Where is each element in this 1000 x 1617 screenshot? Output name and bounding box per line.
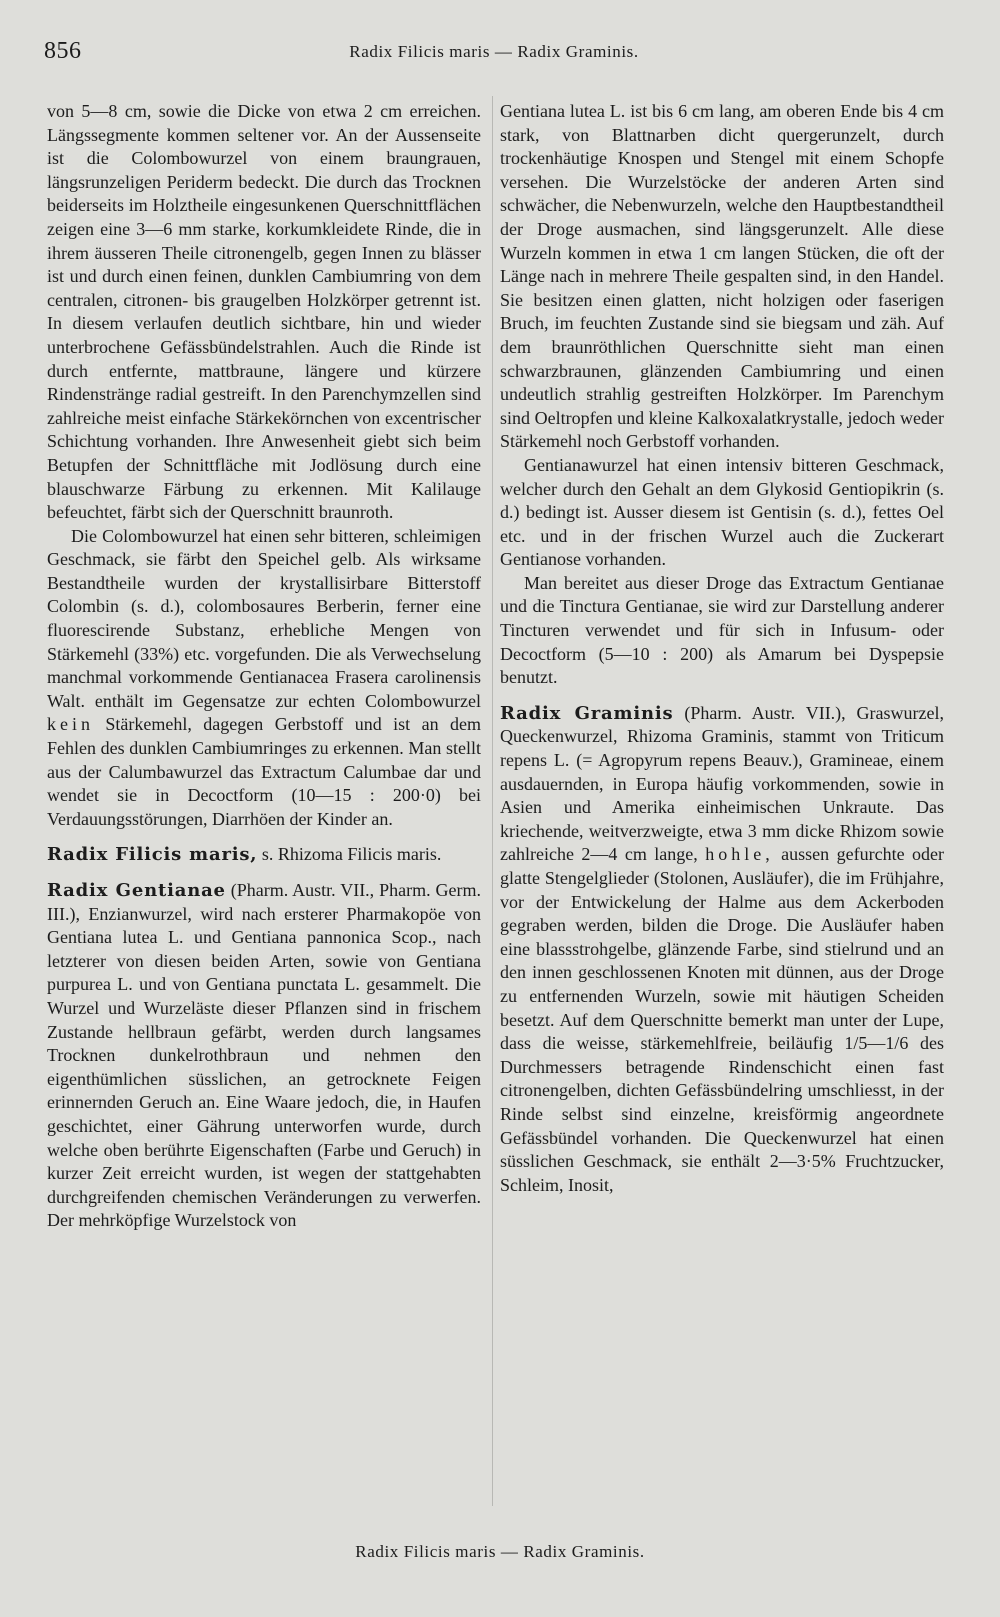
gentiana-description-paragraph: Gentiana lutea L. ist bis 6 cm lang, am oberen Ende bis 4 cm stark, von Blattnarben dicht quergerunzelt, durch trockenhäutige Knospen und Stengel mit einem Schopfe versehen. Die Wurzelstöcke der anderen Arten sind schwächer, die Nebenwurzeln, welche den Hauptbestandtheil der Droge ausmachen, sind längsgerunzelt. Alle diese Wurzeln kommen in etwa 1 cm langen Stücken, die oft der Länge nach in mehrere Theile gespalten sind, in den Handel. Sie besitzen einen glatten, nicht holzigen oder faserigen Bruch, im feuchten Zustande sind sie biegsam und zäh. Auf dem braunröthlichen Querschnitte sieht man einen schwarzbraunen, glänzenden Cambiumring und einen undeutlich strahlig gestreiften Holzkörper. Im Parenchym sind Oeltropfen und kleine Kalkoxalatkrystalle, jedoch weder Stärkemehl noch Gerbstoff vorhanden. — [500, 101, 944, 452]
left-column — [47, 100, 481, 1510]
colombo-constituents-paragraph — [47, 525, 481, 832]
page-footer: Radix Filicis maris — Radix Graminis. — [355, 1542, 645, 1561]
entry-text-graminis: (Pharm. Austr. VII.), Graswurzel, Queckenwurzel, Rhizoma Graminis, stammt von Triticum repens L. (= Agropyrum repens Beauv.), Gramineae, einem ausdauernden, in Europa häufig vorkommenden, sowie in Asien und Amerika einheimischen Unkraute. Das kriechende, weitverzweigte, etwa 3 mm dicke Rhizom sowie zahlreiche 2—4 cm lange, — [500, 702, 944, 865]
gentiana-usage-paragraph: Man bereitet aus dieser Droge das Extractum Gentianae und die Tinctura Gentianae, sie wird zur Darstellung anderer Tincturen verwendet und für sich in Infusum- oder Decoctform (5—10 : 200) als Amarum bei Dyspepsie benutzt. — [500, 572, 944, 688]
entry-heading-filicis: Radix Filicis maris, — [47, 844, 258, 866]
entry-heading-graminis: Radix Graminis — [500, 702, 674, 724]
entry-text-graminis-cont: aussen gefurchte oder glatte Stengelglieder (Stolonen, Ausläufer), die im Frühjahre, vor der Entwickelung der Halme aus dem Ackerboden gegraben werden, bilden die Droge. Die Ausläufer haben eine blassstrohgelbe, glänzende Farbe, sind stielrund und an den innen geschlossenen Knoten mit dünnen, aus der Droge zu entfernenden Wurzeln, sowie mit häutigen Scheiden besetzt. Auf dem Querschnitte bemerkt man unter der Lupe, dass die weisse, stärkemehlfreie, beiläufig 1/5—1/6 des Durchmessers betragende Rindenschicht einen fast citronengelben, dichten Gefässbündelring umschliesst, in der Rinde selbst sind einzelne, kreisförmig angeordnete Gefässbündel vorhanden. Die Queckenwurzel hat einen süsslichen Geschmack, sie enthält 2—3·5% Fruchtzucker, Schleim, Inosit, — [500, 844, 944, 1195]
running-title: Radix Filicis maris — Radix Graminis. — [349, 42, 639, 61]
column-divider — [492, 96, 493, 1506]
entry-text-gentianae: (Pharm. Austr. VII., Pharm. Germ. III.), Enzianwurzel, wird nach ersterer Pharmakopöe von Gentiana lutea L. und Gentiana pannonica Scop., nach letzterer von diesen beiden Arten, sowie von Gentiana purpurea L. und von Gentiana punctata L. gesammelt. Die Wurzel und Wurzeläste dieser Pflanzen sind in frischem Zustande hellbraun gefärbt, werden durch langsames Trocknen dunkelrothbraun und nehmen den eigenthümlichen süsslichen, an getrocknete Feigen erinnernden Geruch an. Eine Waare jedoch, die, in Haufen geschichtet, einer Gährung unterworfen wurde, durch welche oben berührte Eigenschaften (Farbe und Geruch) in kurzer Zeit erreicht wurden, ist wegen der stattgehabten durchgreifenden chemischen Veränderungen zu verwerfen. Der mehrköpfige Wurzelstock von — [47, 880, 481, 1231]
colombo-description-paragraph: von 5—8 cm, sowie die Dicke von etwa 2 cm erreichen. Längssegmente kommen seltener vor. An der Aussenseite ist die Colombowurzel von einem braungrauen, längsrunzeligen Periderm bedeckt. Die durch das Trocknen beiderseits im Holztheile eingesunkenen Querschnittflächen zeigen eine 3—6 mm starke, korkumkleidete Rinde, die in ihrem äusseren Theile citronengelb, gegen Innen zu blässer ist und durch einen feinen, dunklen Cambiumring von dem centralen, citronen- bis graugelben Holzkörper getrennt ist. In diesem verlaufen deutlich sichtbare, hin und wieder unterbrochene Gefässbündelstrahlen. Auch die Rinde ist durch entfernte, mattbraune, längere und kürzere Rindenstränge radial gestreift. In den Parenchymzellen sind zahlreiche meist einfache Stärkekörnchen von excentrischer Schichtung vorhanden. Ihre Anwesenheit giebt sich beim Betupfen der Schnittfläche mit Jodlösung durch eine blauschwarze Färbung zu erkennen. Mit Kalilauge befeuchtet, färbt sich der Querschnitt braunroth. — [47, 101, 481, 523]
right-column — [500, 100, 944, 1510]
entry-radix-filicis — [47, 843, 481, 867]
colombo-constituents-text-cont: Stärkemehl, dagegen Gerbstoff und ist an dem Fehlen des dunklen Cambiumringes zu erkennen. Man stellt aus der Calumbawurzel das Extractum Calumbae dar und wendet sie in Decoctform (10—15 : 200·0) bei Verdauungsstörungen, Diarrhöen der Kinder an. — [47, 714, 481, 829]
entry-heading-gentianae: Radix Gentianae — [47, 880, 226, 901]
emphasis-hohle: hohle, — [705, 844, 774, 865]
entry-radix-graminis — [500, 702, 944, 1197]
gentiana-constituents-paragraph: Gentianawurzel hat einen intensiv bitteren Geschmack, welcher durch den Gehalt an dem Glykosid Gentiopikrin (s. d.) bedingt ist. Ausser diesem ist Gentisin (s. d.), fettes Oel etc. und in der frischen Wurzel auch die Zuckerart Gentianose vorhanden. — [500, 454, 944, 570]
entry-text-filicis: s. Rhizoma Filicis maris. — [257, 844, 442, 865]
entry-radix-gentianae — [47, 879, 481, 1233]
page-header — [44, 38, 944, 72]
page-number: 856 — [44, 38, 82, 64]
colombo-constituents-text: Die Colombowurzel hat einen sehr bitteren, schleimigen Geschmack, sie färbt den Speichel gelb. Als wirksame Bestandtheile wurden der krystallisirbare Bitterstoff Colombin (s. d.), colombosaures Berberin, ferner eine fluorescirende Substanz, erhebliche Mengen von Stärkemehl (33%) etc. vorgefunden. Die als Verwechselung manchmal vorkommende Gentianacea Frasera carolinensis Walt. enthält im Gegensatze zur echten Colombowurzel — [47, 525, 481, 711]
emphasis-kein: kein — [47, 714, 94, 735]
